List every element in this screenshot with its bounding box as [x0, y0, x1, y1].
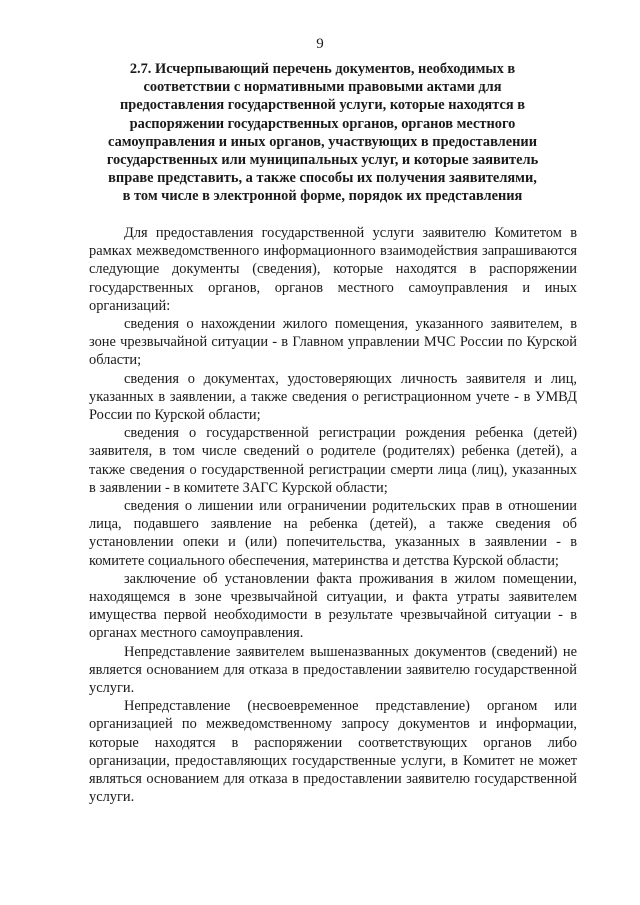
heading-line: государственных или муниципальных услуг, и которые заявитель [106, 152, 539, 169]
heading-line: в том числе в электронной форме, порядок их представления [122, 188, 523, 205]
paragraph: Непредставление (несвоевременное представление) органом или организацией по межведомственному запросу документов и информации, которые находятся в распоряжении соответствующих органов либо организации, предоставляющих государственные услуги, в Комитет не может являться основанием для отказа в предоставлении заявителю государственной услуги. [89, 698, 577, 806]
heading-line: самоуправления и иных органов, участвующих в предоставлении [108, 133, 537, 150]
paragraph: Непредставление заявителем вышеназванных документов (сведений) не является основанием для отказа в предоставлении заявителю государственной услуги. [89, 643, 577, 697]
heading-line: 2.7. Исчерпывающий перечень документов, необходимых в [129, 61, 516, 77]
paragraph-intro: Для предоставления государственной услуги заявителю Комитетом в рамках межведомственного информационного взаимодействия запрашиваются следующие документы (сведения), которые находятся в распоряжении государственных органов, органов местного самоуправления и иных организаций: [89, 225, 577, 314]
page-number: 9 [316, 36, 324, 52]
paragraph-list-item: сведения о лишении или ограничении родительских прав в отношении лица, подавшего заявление на ребенка (детей), а также сведения об установлении опеки и (или) попечительства, указанных в заявлении - в комитете социального обеспечения, материнства и детства Курской области; [89, 498, 577, 569]
paragraph-list-item: сведения о нахождении жилого помещения, указанного заявителем, в зоне чрезвычайной ситуации - в Главном управлении МЧС России по Курской области; [89, 316, 577, 369]
section-heading [100, 60, 545, 206]
paragraph-list-item: сведения о документах, удостоверяющих личность заявителя и лиц, указанных в заявлении, а также сведения о регистрационном учете - в УМВД России по Курской области; [89, 370, 577, 424]
heading-line: вправе представить, а также способы их получения заявителями, [108, 170, 537, 187]
paragraph-list-item: сведения о государственной регистрации рождения ребенка (детей) заявителя, в том числе сведений о родителе (родителях) ребенка (детей), а также сведения о государственной регистрации смерти лица (лиц), указанных в заявлении - в комитете ЗАГС Курской области; [89, 425, 577, 496]
heading-line: предоставления государственной услуги, которые находятся в [119, 97, 526, 114]
heading-line: распоряжении государственных органов, органов местного [129, 115, 516, 132]
paragraph-list-item: заключение об установлении факта проживания в жилом помещении, находящемся в зоне чрезвычайной ситуации, и факта утраты заявителем имущества первой необходимости в результате чрезвычайной ситуации - в органах местного самоуправления. [89, 570, 577, 642]
heading-line: соответствии с нормативными правовыми актами для [143, 79, 502, 96]
body-text [89, 224, 577, 807]
